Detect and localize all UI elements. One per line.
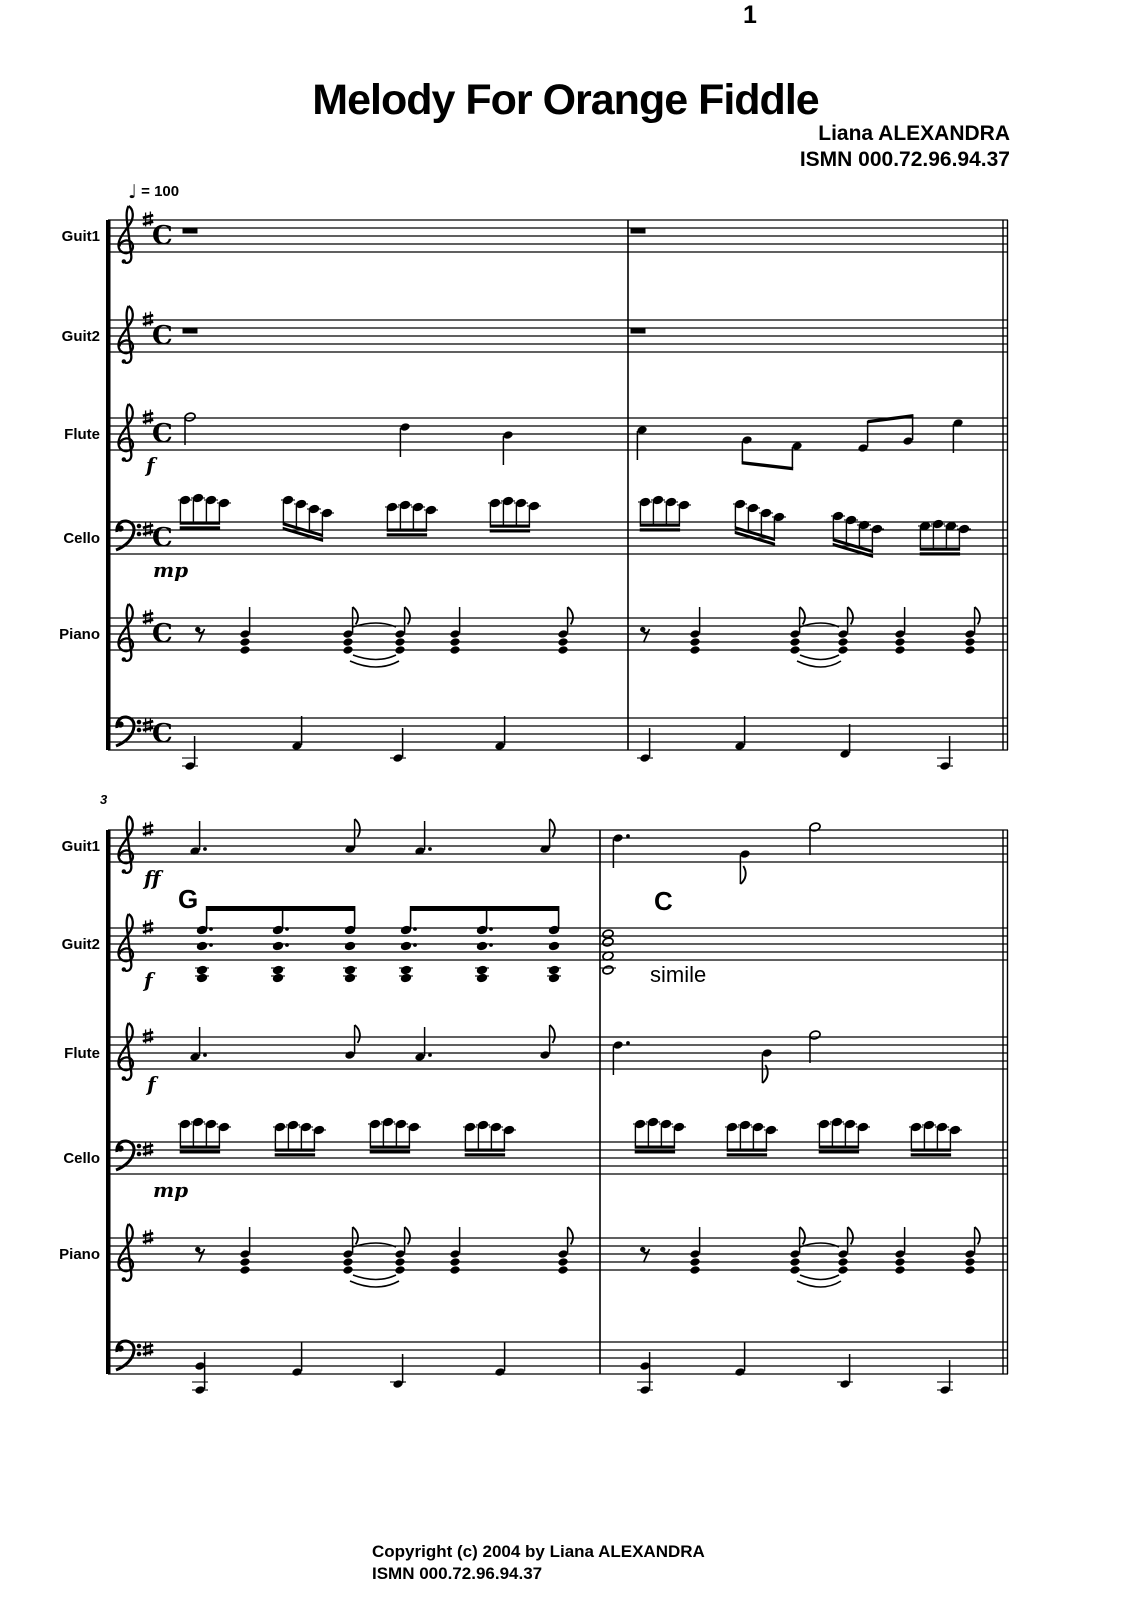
dynamic-cello-s2: mp [153, 1178, 189, 1202]
label-guit2: Guit2 [61, 936, 100, 953]
label-guit1: Guit1 [61, 838, 100, 855]
tempo-value: = 100 [141, 183, 180, 200]
page-number: 1 [743, 1, 757, 29]
label-piano: Piano [59, 626, 100, 643]
staff-guit2-s1 [108, 320, 1008, 352]
chord-symbol-c: C [654, 886, 673, 916]
flute-notes-s1 [184, 412, 964, 471]
chord-symbol-g: G [178, 884, 199, 914]
time-signature: C [152, 419, 173, 449]
key-signature-sharp [143, 822, 153, 837]
time-signature: C [152, 321, 173, 351]
flute-notes-s2 [189, 1025, 821, 1083]
staff-cello-s2 [108, 1142, 1008, 1174]
treble-clef-icon [118, 1023, 132, 1081]
quarter-note-icon: ♩ [128, 181, 137, 203]
label-flute: Flute [64, 426, 100, 443]
staff-piano-lh-s1 [108, 718, 1008, 750]
staff-flute-s1 [108, 418, 1008, 450]
label-guit2: Guit2 [61, 328, 100, 345]
label-cello: Cello [63, 1150, 100, 1167]
measure-number: 3 [100, 792, 108, 807]
dynamic-flute-s2: f [147, 1072, 156, 1096]
system-1 [106, 206, 1008, 771]
time-signature: C [152, 719, 173, 749]
staff-guit1-s1 [108, 220, 1008, 252]
composer-name: Liana ALEXANDRA [818, 122, 1010, 145]
cello-notes-s1 [178, 493, 971, 558]
treble-clef-icon [118, 914, 132, 972]
dynamic-guit2-s2: f [144, 968, 153, 992]
tempo-marking [128, 181, 179, 203]
key-signature-sharp [143, 1342, 153, 1357]
key-signature-sharp [143, 920, 153, 935]
label-piano: Piano [59, 1246, 100, 1263]
piano-rh-notes-s1 [195, 607, 980, 667]
staff-guit1-s2 [108, 830, 1008, 862]
guit1-notes-s2 [189, 819, 821, 884]
dynamic-flute-s1: f [146, 453, 155, 477]
piano-rh-notes-s2 [195, 1227, 980, 1287]
copyright-line: Copyright (c) 2004 by Liana ALEXANDRA [372, 1542, 705, 1561]
key-signature-sharp [143, 1029, 153, 1044]
label-guit1: Guit1 [61, 228, 100, 245]
piece-title: Melody For Orange Fiddle [312, 76, 819, 124]
guit2-notes-s1 [183, 328, 646, 334]
label-flute: Flute [64, 1045, 100, 1062]
system-barline [106, 830, 111, 1374]
ismn-number: ISMN 000.72.96.94.37 [799, 148, 1010, 171]
system-2 [106, 816, 1008, 1395]
key-signature-sharp [143, 1142, 153, 1157]
treble-clef-icon [118, 306, 132, 364]
staff-piano-lh-s2 [108, 1342, 1008, 1374]
system-barline [106, 220, 111, 750]
piano-lh-notes-s1 [182, 716, 953, 771]
dynamic-guit1-s2: ff [144, 866, 161, 890]
treble-clef-icon [118, 1224, 132, 1282]
simile-text: simile [650, 962, 707, 987]
key-signature-sharp [143, 1230, 153, 1245]
treble-clef-icon [118, 816, 132, 874]
staff-flute-s2 [108, 1037, 1008, 1069]
time-signature: C [152, 221, 173, 251]
time-signature: C [152, 619, 173, 649]
cello-notes-s2 [178, 1117, 962, 1156]
footer-ismn: ISMN 000.72.96.94.37 [372, 1564, 543, 1583]
label-cello: Cello [63, 530, 100, 547]
treble-clef-icon [118, 404, 132, 462]
dynamic-cello-s1: mp [153, 558, 189, 582]
treble-clef-icon [118, 206, 132, 264]
time-signature: C [152, 523, 173, 553]
treble-clef-icon [118, 604, 132, 662]
guit1-notes-s1 [183, 228, 646, 234]
